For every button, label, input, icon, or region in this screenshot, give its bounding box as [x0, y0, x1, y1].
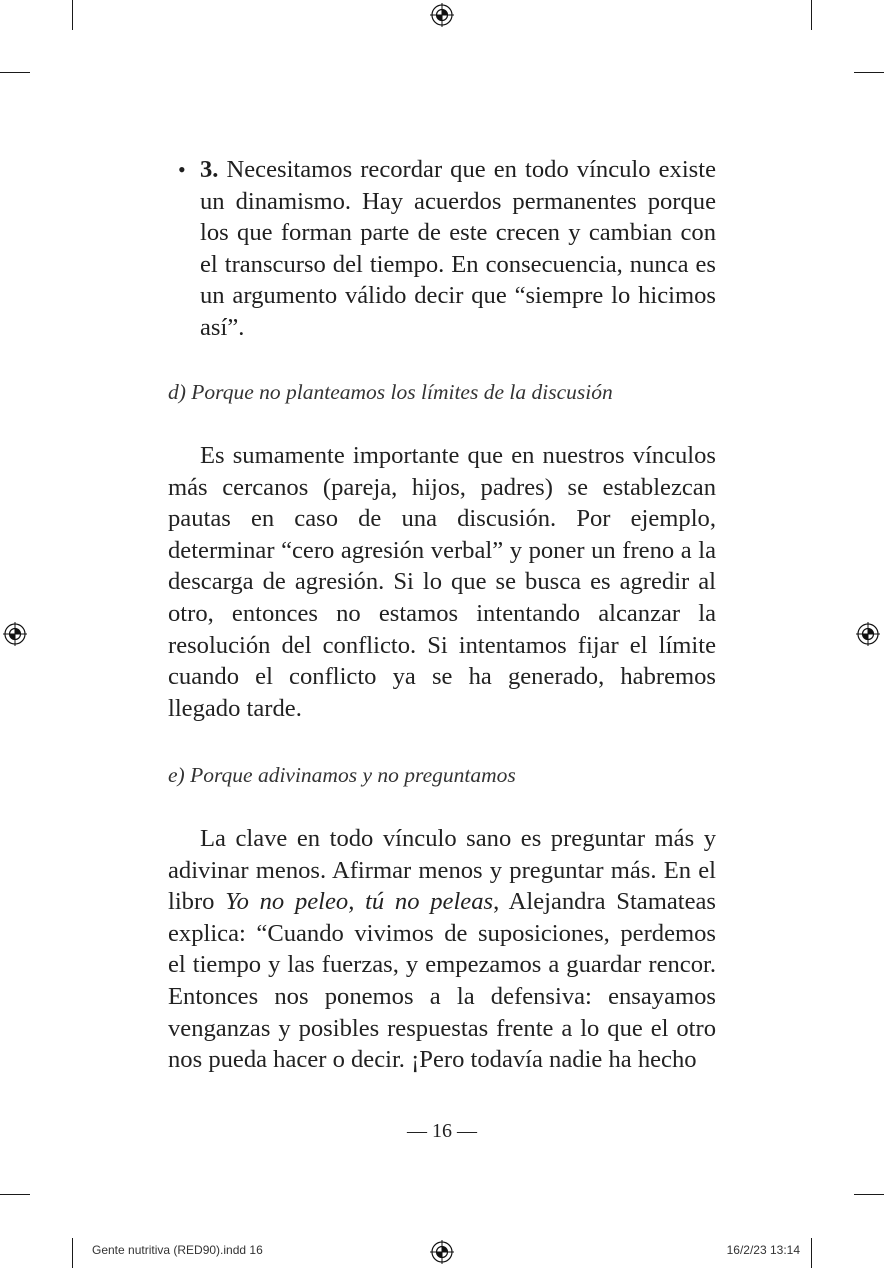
crop-mark-bottom-left-horizontal [0, 1194, 30, 1195]
crop-mark-bottom-right-horizontal [854, 1194, 884, 1195]
bullet-number: 3. [200, 156, 219, 183]
footer-date: 16/2/23 13:14 [726, 1243, 800, 1257]
crop-mark-top-right-horizontal [854, 72, 884, 73]
section-e-paragraph [168, 823, 716, 1076]
section-e-heading: e) Porque adivinamos y no preguntamos [168, 763, 516, 787]
section-e-text-before: La clave en todo vínculo sano es preguntar más y adivinar menos. Afirmar menos y preguntar más. En el libro [168, 825, 716, 916]
crop-mark-top-left-horizontal [0, 72, 30, 73]
page-number: — 16 — [407, 1120, 477, 1142]
section-e-text-after: , Alejandra Stamateas explica: “Cuando vivimos de suposiciones, perdemos el tiempo y las fuerzas, y empezamos a guardar rencor. Entonces nos ponemos a la defensiva: ensayamos venganzas y posibles respuestas frente a lo que el otro nos pueda hacer o decir. ¡Pero todavía nadie ha hecho [168, 888, 717, 1074]
bullet-marker: • [178, 157, 186, 182]
section-d-heading: d) Porque no planteamos los límites de la discusión [168, 380, 613, 404]
crop-mark-top-left-vertical [72, 0, 73, 30]
book-title: Yo no peleo, tú no peleas [225, 888, 494, 916]
registration-mark-icon [3, 622, 27, 646]
registration-mark-icon [430, 3, 454, 27]
registration-mark-icon [430, 1240, 454, 1264]
registration-mark-icon [856, 622, 880, 646]
section-d-paragraph: Es sumamente importante que en nuestros vínculos más cercanos (pareja, hijos, padres) se establezcan pautas en caso de una discusión. Por ejemplo, determinar “cero agresión verbal” y poner un freno a la descarga de agresión. Si lo que se busca es agredir al otro, entonces no estamos intentando alcanzar la resolución del conflicto. Si intentamos fijar el límite cuando el conflicto ya se ha generado, habremos llegado tarde. [168, 442, 716, 722]
crop-mark-top-right-vertical [811, 0, 812, 30]
crop-mark-bottom-right-vertical [811, 1238, 812, 1268]
bullet-text-block [200, 154, 716, 344]
bullet-body: Necesitamos recordar que en todo vínculo existe un dinamismo. Hay acuerdos permanentes porque los que forman parte de este crecen y cambian con el transcurso del tiempo. En consecuencia, nunca es un argumento válido decir que “siempre lo hicimos así”. [200, 156, 716, 341]
crop-mark-bottom-left-vertical [72, 1238, 73, 1268]
footer-file-name: Gente nutritiva (RED90).indd 16 [92, 1243, 263, 1257]
